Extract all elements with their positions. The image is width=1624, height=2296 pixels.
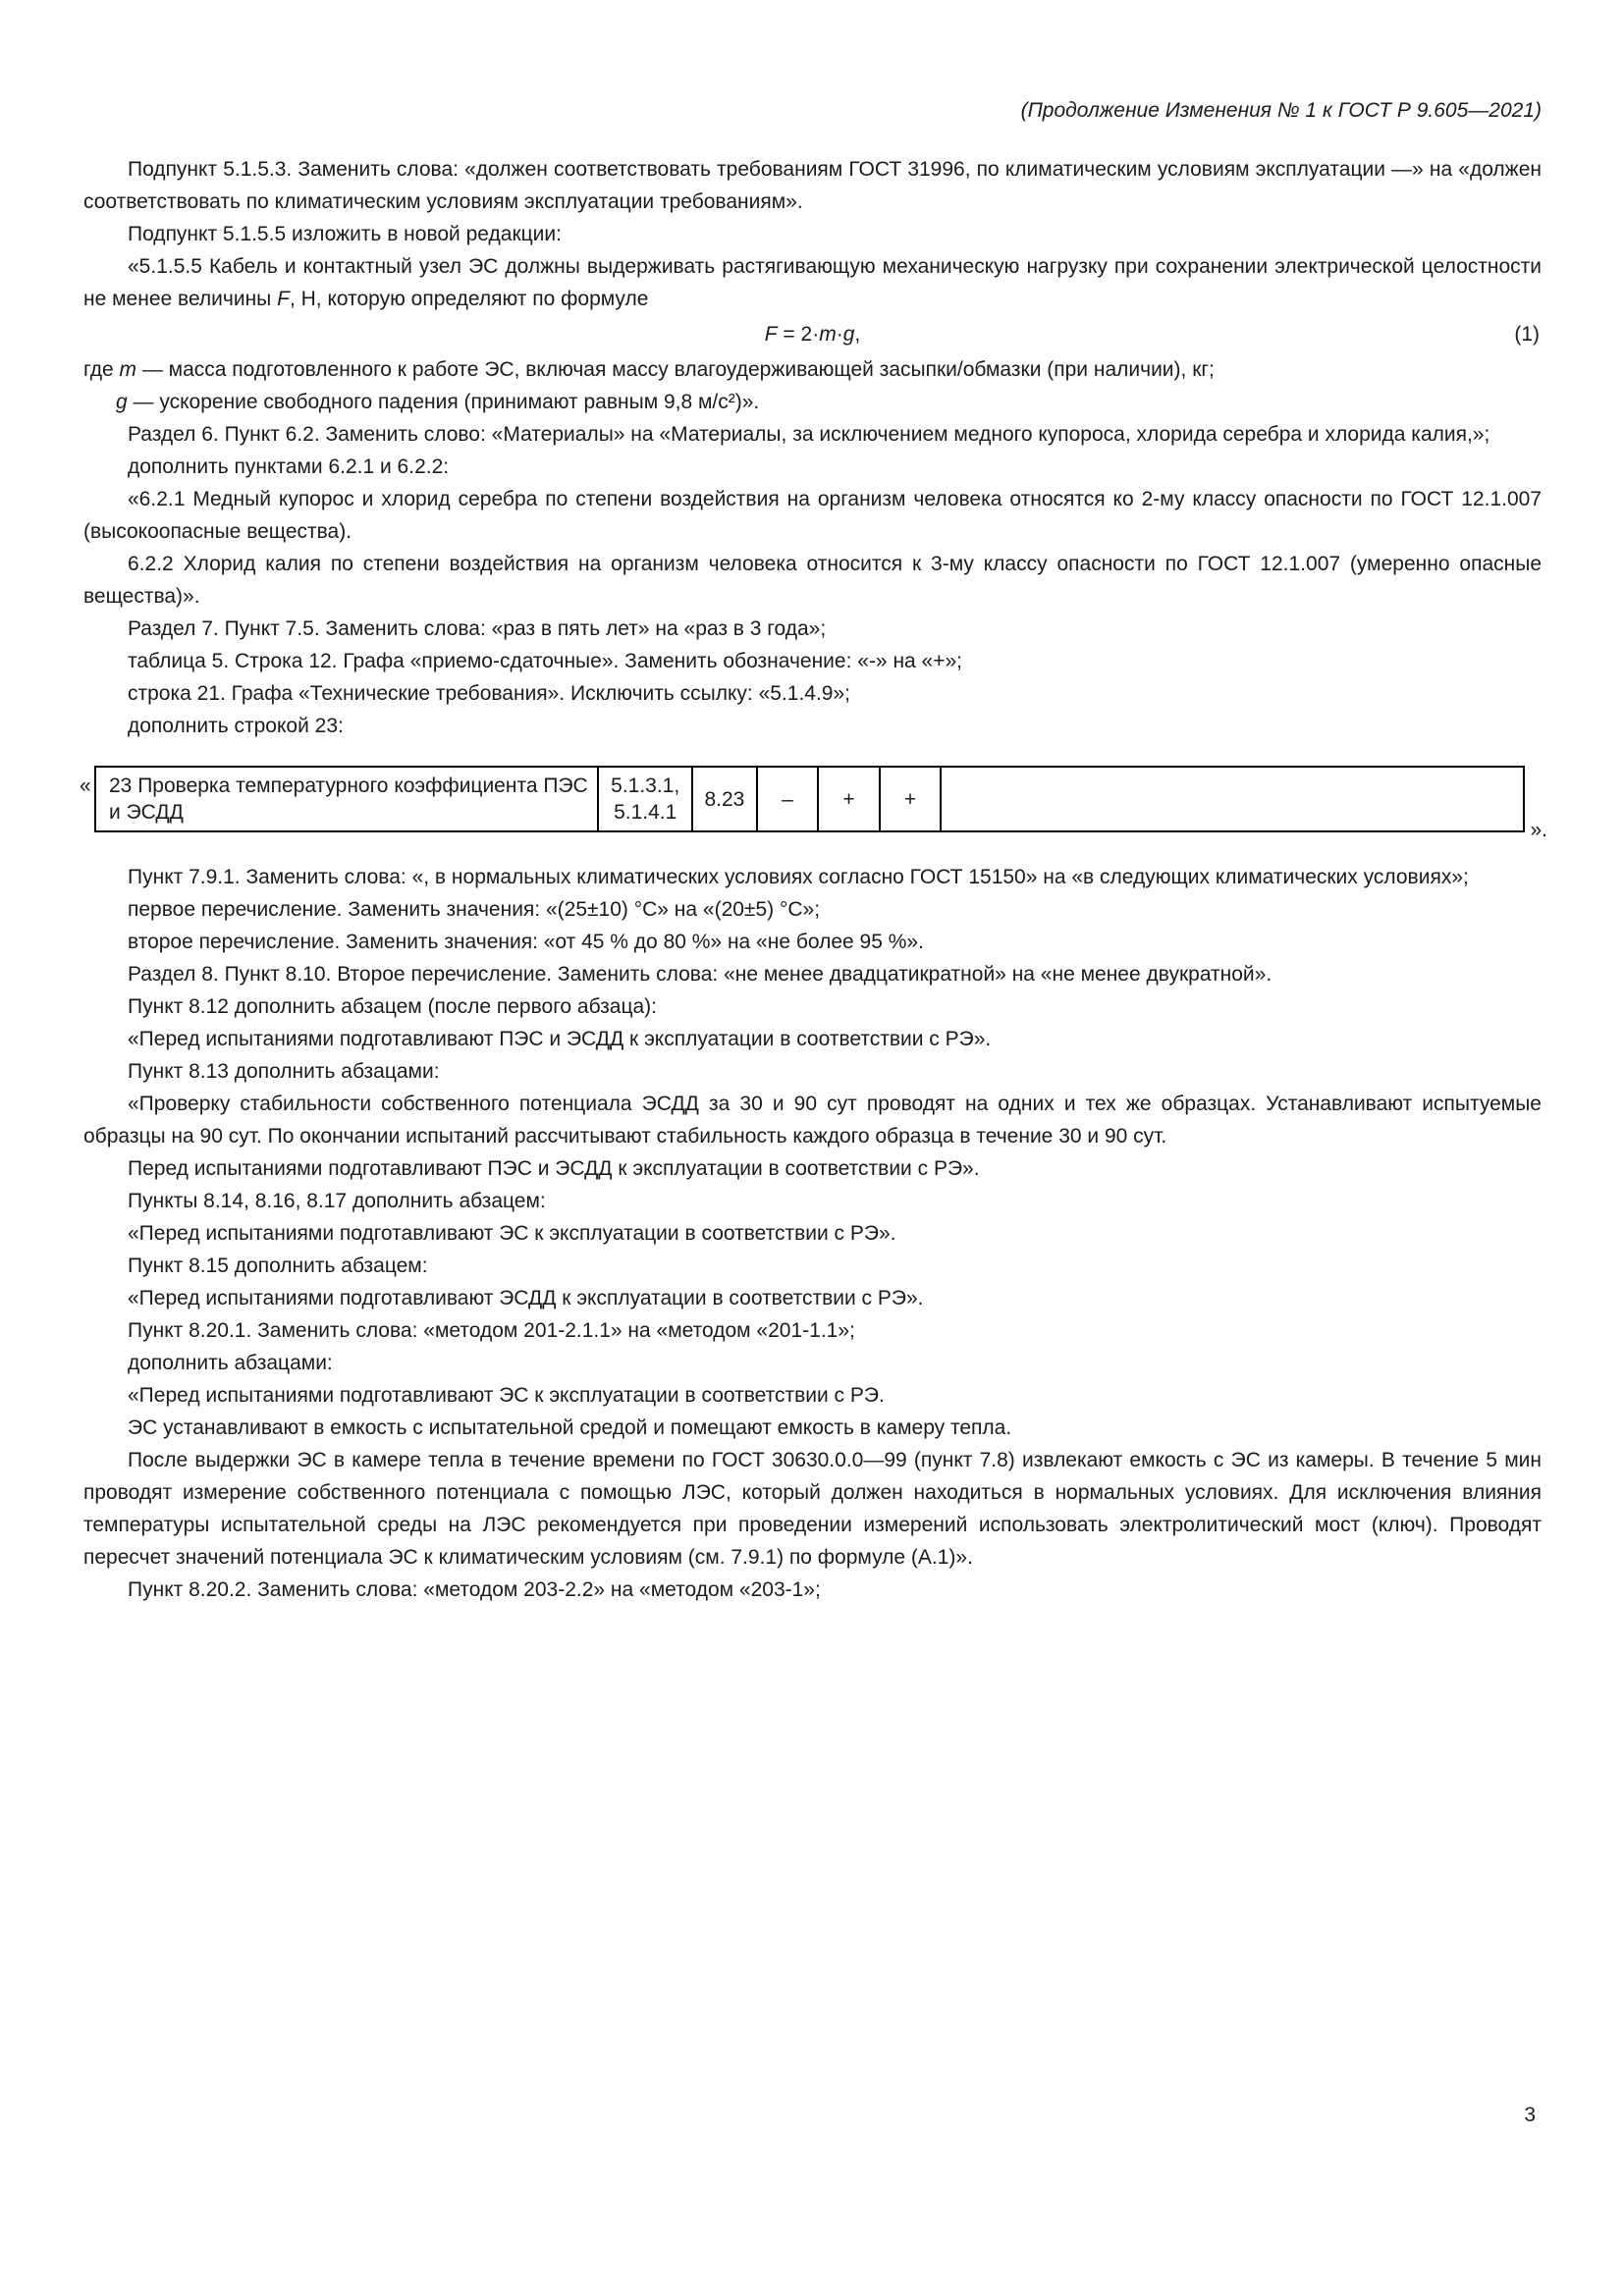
paragraph: строка 21. Графа «Технические требования». Исключить ссылку: «5.1.4.9»; (128, 682, 851, 705)
table-cell: 23 Проверка температурного коэффициента ПЭС и ЭСДД (95, 767, 598, 831)
table-row (95, 767, 1524, 831)
italic-variable: F (277, 288, 290, 310)
formula-1 (83, 318, 1542, 350)
added-row-23-table-wrapper (80, 766, 1547, 841)
italic-variable: F (764, 323, 778, 346)
paragraph: «6.2.1 Медный купорос и хлорид серебра по степени воздействия на организм человека относятся ко 2-му классу опасности по ГОСТ 12.1.007 (высокоопасные вещества). (83, 488, 1542, 543)
text-run: , Н, которую определяют по формуле (289, 288, 649, 310)
paragraph: Раздел 8. Пункт 8.10. Второе перечисление. Заменить слова: «не менее двадцатикратной» на «не менее двукратной». (128, 963, 1272, 986)
italic-variable: m (819, 323, 837, 346)
paragraph: таблица 5. Строка 12. Графа «приемо-сдаточные». Заменить обозначение: «-» на «+»; (128, 650, 963, 672)
paragraph: Подпункт 5.1.5.3. Заменить слова: «должен соответствовать требованиям ГОСТ 31996, по климатическим условиям эксплуатации —» на «должен соответствовать по климатическим условиям эксплуатации требованиям». (83, 158, 1542, 213)
paragraph: «Перед испытаниями подготавливают ЭСДД к эксплуатации в соответствии с РЭ». (128, 1287, 924, 1309)
italic-variable: m (119, 358, 136, 381)
paragraph: «Перед испытаниями подготавливают ПЭС и ЭСДД к эксплуатации в соответствии с РЭ». (128, 1028, 992, 1050)
document-continuation-header: (Продолжение Изменения № 1 к ГОСТ Р 9.605—2021) (1020, 99, 1542, 122)
paragraph: Пункт 8.13 дополнить абзацами: (128, 1060, 440, 1083)
paragraph: Подпункт 5.1.5.5 изложить в новой редакции: (128, 223, 562, 245)
document-body (80, 153, 1547, 1606)
paragraph: Пункт 8.20.2. Заменить слова: «методом 203-2.2» на «методом «203-1»; (128, 1578, 821, 1601)
paragraph: Пункты 8.14, 8.16, 8.17 дополнить абзацем: (128, 1190, 546, 1212)
paragraph: «Перед испытаниями подготавливают ЭС к эксплуатации в соответствии с РЭ. (128, 1384, 885, 1407)
paragraph: 6.2.2 Хлорид калия по степени воздействия на организм человека относится к 3-му классу опасности по ГОСТ 12.1.007 (умеренно опасные вещества)». (83, 553, 1542, 608)
paragraph (83, 250, 1542, 315)
text-run: «5.1.5.5 Кабель и контактный узел ЭС должны выдерживать растягивающую механическую нагрузку при сохранении электрической целостности не менее величины (83, 255, 1542, 310)
table-cell: + (818, 767, 880, 831)
italic-variable: g (842, 323, 855, 346)
paragraph (83, 386, 1542, 418)
paragraph: Пункт 7.9.1. Заменить слова: «, в нормальных климатических условиях согласно ГОСТ 15150» на «в следующих климатических условиях»; (128, 866, 1469, 888)
paragraph: Пункт 8.20.1. Заменить слова: «методом 201-2.1.1» на «методом «201-1.1»; (128, 1319, 855, 1342)
paragraph: Раздел 6. Пункт 6.2. Заменить слово: «Материалы» на «Материалы, за исключением медного купороса, хлорида серебра и хлорида калия,»; (128, 423, 1490, 446)
paragraph: Пункт 8.15 дополнить абзацем: (128, 1255, 428, 1277)
text-run: = 2· (777, 323, 820, 346)
paragraph: Пункт 8.12 дополнить абзацем (после первого абзаца): (128, 995, 658, 1018)
text-run: — масса подготовленного к работе ЭС, включая массу влагоудерживающей засыпки/обмазки (при наличии), кг; (135, 358, 1215, 381)
close-quote-mark: ». (1530, 819, 1547, 841)
formula-expression (765, 323, 860, 346)
paragraph: дополнить пунктами 6.2.1 и 6.2.2: (128, 455, 450, 478)
added-row-23-table (94, 766, 1525, 832)
paragraph: дополнить абзацами: (128, 1352, 333, 1374)
table-cell: 5.1.3.1, 5.1.4.1 (598, 767, 692, 831)
text-run: где (83, 358, 120, 381)
table-cell: 8.23 (692, 767, 756, 831)
open-quote-mark: « (80, 774, 91, 797)
table-cell: – (757, 767, 819, 831)
paragraph (83, 353, 1542, 386)
paragraph: Перед испытаниями подготавливают ПЭС и ЭСДД к эксплуатации в соответствии с РЭ». (128, 1157, 980, 1180)
text-run: · (836, 323, 843, 346)
italic-variable: g (116, 391, 128, 413)
paragraph: «Перед испытаниями подготавливают ЭС к эксплуатации в соответствии с РЭ». (128, 1222, 896, 1245)
paragraph: ЭС устанавливают в емкость с испытательной средой и помещают емкость в камеру тепла. (128, 1416, 1012, 1439)
paragraph: первое перечисление. Заменить значения: «(25±10) °С» на «(20±5) °С»; (128, 898, 821, 921)
paragraph: дополнить строкой 23: (128, 715, 344, 737)
page-number: 3 (1524, 2104, 1536, 2126)
text-run: , (854, 323, 861, 346)
text-run: — ускорение свободного падения (принимают равным 9,8 м/с²)». (127, 391, 760, 413)
paragraph: второе перечисление. Заменить значения: «от 45 % до 80 %» на «не более 95 %». (128, 931, 924, 953)
table-cell (941, 767, 1524, 831)
paragraph: Раздел 7. Пункт 7.5. Заменить слова: «раз в пять лет» на «раз в 3 года»; (128, 617, 827, 640)
formula-number: (1) (1514, 323, 1540, 346)
paragraph: После выдержки ЭС в камере тепла в течение времени по ГОСТ 30630.0.0—99 (пункт 7.8) извлекают емкость с ЭС из камеры. В течение 5 мин проводят измерение собственного потенциала с помощью ЛЭС, который должен находиться в нормальных условиях. Для исключения влияния температуры испытательной среды на ЛЭС рекомендуется при проведении измерений использовать электролитический мост (ключ). Проводят пересчет значений потенциала ЭС к климатическим условиям (см. 7.9.1) по формуле (А.1)». (83, 1449, 1542, 1569)
paragraph: «Проверку стабильности собственного потенциала ЭСДД за 30 и 90 сут проводят на одних и тех же образцах. Устанавливают испытуемые образцы на 90 сут. По окончании испытаний рассчитывают стабильность каждого образца в течение 30 и 90 сут. (83, 1093, 1542, 1148)
table-cell: + (880, 767, 942, 831)
